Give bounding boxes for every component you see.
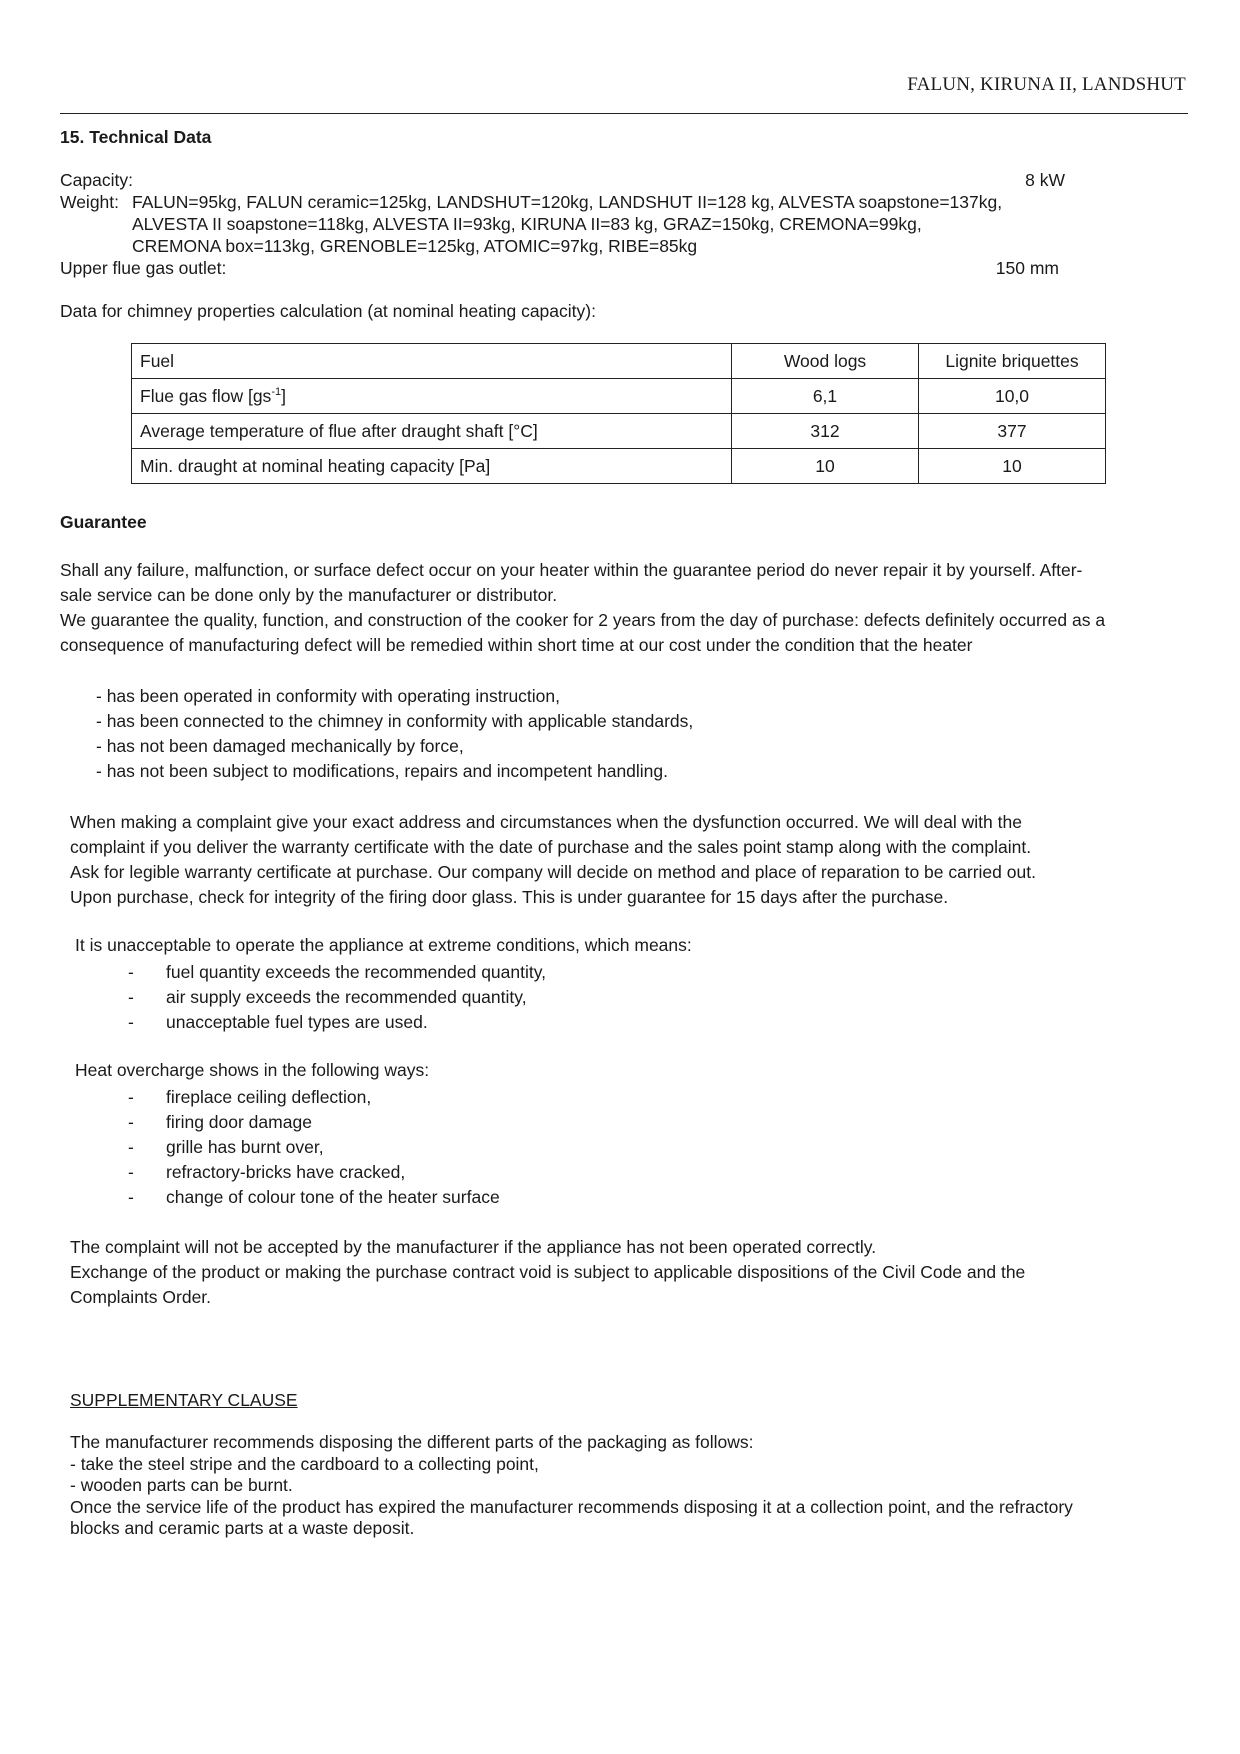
- table-cell-lignite: 10: [919, 449, 1106, 484]
- overcharge-list: [166, 1085, 500, 1210]
- list-item: fireplace ceiling deflection,: [166, 1087, 372, 1107]
- capacity-label: Capacity:: [60, 170, 133, 190]
- table-row: [132, 414, 1106, 449]
- chimney-intro: Data for chimney properties calculation (at nominal heating capacity):: [60, 301, 596, 321]
- weight-label: Weight:: [60, 192, 120, 212]
- list-item: grille has burnt over,: [166, 1137, 324, 1157]
- guarantee-paragraph: Shall any failure, malfunction, or surface defect occur on your heater within the guarantee period do never repair it by yourself. After- sale service can be done only by the manufacturer or distributor. We guarantee the quality, function, and construction of the cooker for 2 years from the day of purchase: defects definitely occurred as a consequence of manufacturing defect will be remedied within short time at our cost under the condition that the heater: [60, 560, 1106, 655]
- header-title: FALUN, KIRUNA II, LANDSHUT: [907, 74, 1186, 95]
- extreme-conditions-bullets: - - -: [128, 962, 134, 1032]
- weight-line: FALUN=95kg, FALUN ceramic=125kg, LANDSHUT=120kg, LANDSHUT II=128 kg, ALVESTA soapstone=137kg,: [132, 192, 1003, 212]
- chimney-data-table: [131, 343, 1106, 484]
- supplementary-heading: SUPPLEMENTARY CLAUSE: [70, 1390, 298, 1410]
- table-cell-lignite: 377: [919, 414, 1106, 449]
- table-cell-wood: 312: [732, 414, 919, 449]
- extreme-conditions-intro: It is unacceptable to operate the appliance at extreme conditions, which means:: [75, 935, 692, 955]
- list-item: refractory-bricks have cracked,: [166, 1162, 406, 1182]
- table-header-cell: Fuel: [132, 344, 732, 379]
- table-cell-wood: 6,1: [732, 379, 919, 414]
- table-row: [132, 379, 1106, 414]
- flue-outlet-value: 150 mm: [995, 258, 1059, 278]
- table-header-row: [132, 344, 1106, 379]
- list-item: - has been operated in conformity with operating instruction,: [96, 686, 561, 706]
- header-divider: [60, 113, 1188, 114]
- table-row-label: Average temperature of flue after draught shaft [°C]: [132, 414, 732, 449]
- overcharge-intro: Heat overcharge shows in the following ways:: [75, 1060, 430, 1080]
- table-header-cell: Wood logs: [732, 344, 919, 379]
- guarantee-conditions-list: [96, 684, 693, 784]
- list-item: unacceptable fuel types are used.: [166, 1012, 428, 1032]
- weight-line: CREMONA box=113kg, GRENOBLE=125kg, ATOMIC=97kg, RIBE=85kg: [132, 236, 698, 256]
- capacity-value: 8 kW: [1025, 170, 1065, 190]
- table-row: [132, 449, 1106, 484]
- list-item: change of colour tone of the heater surface: [166, 1187, 500, 1207]
- table-row-label: Min. draught at nominal heating capacity [Pa]: [132, 449, 732, 484]
- table-cell-lignite: 10,0: [919, 379, 1106, 414]
- technical-heading: 15. Technical Data: [60, 127, 212, 147]
- flue-outlet-label: Upper flue gas outlet:: [60, 258, 227, 278]
- list-item: - has not been damaged mechanically by force,: [96, 736, 464, 756]
- overcharge-bullets: - - - - -: [128, 1087, 134, 1207]
- list-item: - has been connected to the chimney in conformity with applicable standards,: [96, 711, 694, 731]
- table-header-cell: Lignite briquettes: [919, 344, 1106, 379]
- extreme-conditions-list: [166, 960, 546, 1035]
- table-cell-wood: 10: [732, 449, 919, 484]
- closing-paragraph: The complaint will not be accepted by the manufacturer if the appliance has not been operated correctly. Exchange of the product or making the purchase contract void is subject to applicable dispositions of the Civil Code and the Complaints Order.: [70, 1237, 1026, 1307]
- list-item: - has not been subject to modifications, repairs and incompetent handling.: [96, 761, 669, 781]
- list-item: air supply exceeds the recommended quantity,: [166, 987, 527, 1007]
- guarantee-heading: Guarantee: [60, 512, 147, 532]
- weight-line: ALVESTA II soapstone=118kg, ALVESTA II=93kg, KIRUNA II=83 kg, GRAZ=150kg, CREMONA=99kg,: [132, 214, 922, 234]
- table-row-label: Flue gas flow $[gs^{-1}]$: [132, 379, 732, 414]
- list-item: fuel quantity exceeds the recommended quantity,: [166, 962, 547, 982]
- supplementary-paragraph: The manufacturer recommends disposing the different parts of the packaging as follows: - take the steel stripe and the cardboard to a collecting point, - wooden parts can be burnt. Once the service life of the product has expired the manufacturer recommends disposing it at a collection point, and the refractory blocks and ceramic parts at a waste deposit.: [70, 1432, 1073, 1538]
- list-item: firing door damage: [166, 1112, 312, 1132]
- complaint-paragraph: When making a complaint give your exact address and circumstances when the dysfunction occurred. We will deal with the complaint if you deliver the warranty certificate with the date of purchase and the sales point stamp along with the complaint. Ask for legible warranty certificate at purchase. Our company will decide on method and place of reparation to be carried out. Upon purchase, check for integrity of the firing door glass. This is under guarantee for 15 days after the purchase.: [70, 812, 1036, 907]
